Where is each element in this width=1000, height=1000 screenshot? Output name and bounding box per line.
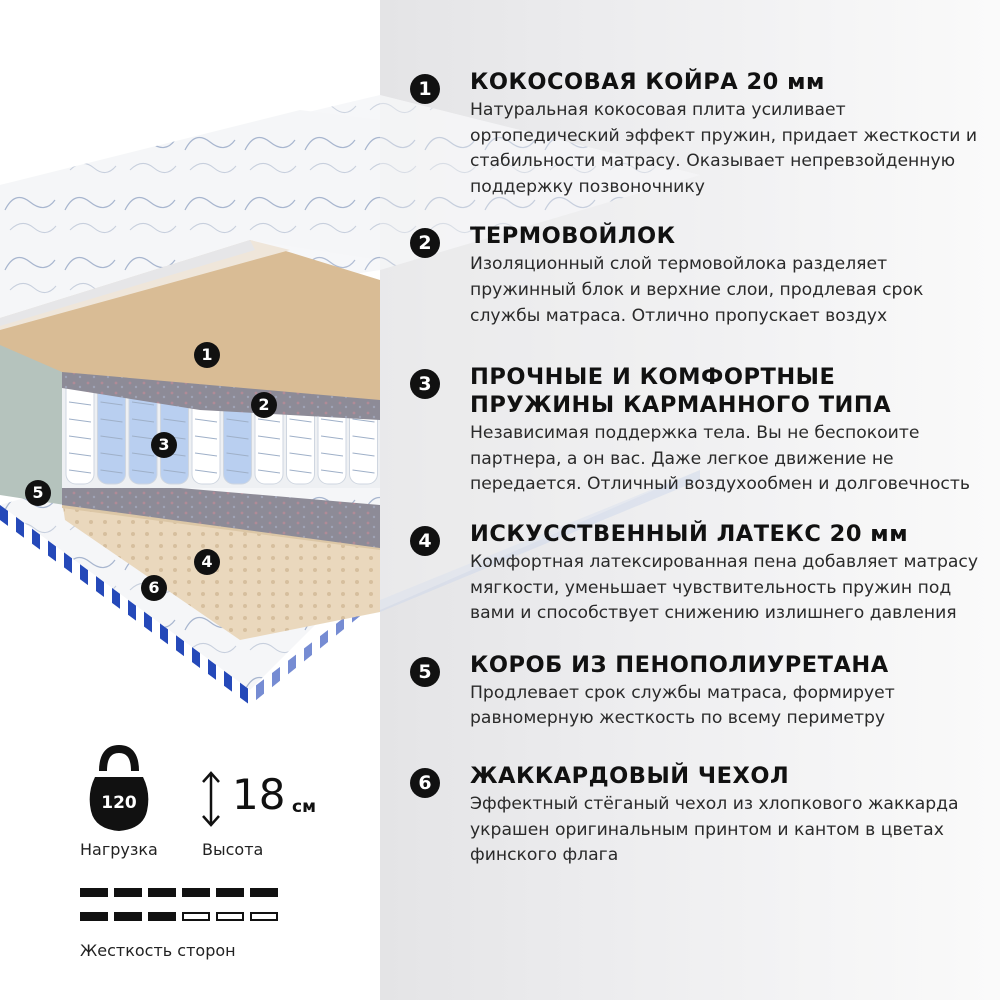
height-arrow-icon xyxy=(200,770,222,828)
feature-title: ПРОЧНЫЕ И КОМФОРТНЫЕ ПРУЖИНЫ КАРМАННОГО ТИПА xyxy=(470,364,892,419)
firmness-cell xyxy=(216,888,244,897)
feature-item-pocket-springs xyxy=(410,363,985,498)
feature-title: КОРОБ ИЗ ПЕНОПОЛИУРЕТАНА xyxy=(470,651,889,678)
firmness-cell xyxy=(182,888,210,897)
firmness-cell xyxy=(250,912,278,921)
feature-description: Продлевает срок службы матраса, формирует равномерную жесткость по всему периметру xyxy=(470,682,895,729)
layer-badge-1: 1 xyxy=(194,342,220,368)
layer-badge-3: 3 xyxy=(151,432,177,458)
load-label: Нагрузка xyxy=(80,840,158,859)
feature-title: ЖАККАРДОВЫЙ ЧЕХОЛ xyxy=(470,762,790,789)
feature-item-coconut-coir xyxy=(410,68,985,200)
firmness-cell xyxy=(114,888,142,897)
feature-title: КОКОСОВАЯ КОЙРА 20 мм xyxy=(470,69,825,95)
feature-item-foam-box xyxy=(410,651,985,732)
layer-badge-6: 6 xyxy=(141,575,167,601)
firmness-scale-top xyxy=(80,888,280,897)
kettlebell-icon xyxy=(83,745,155,833)
height-unit: см xyxy=(292,797,316,817)
feature-description: Натуральная кокосовая плита усиливает ортопедический эффект пружин, придает жесткости и стабильности матрасу. Оказывает непревзойденную поддержку позвоночнику xyxy=(470,100,978,197)
height-value: 18 xyxy=(232,770,286,819)
feature-description: Эффектный стёганый чехол из хлопкового жаккарда украшен оригинальным принтом и кантом в цветах финского флага xyxy=(470,793,959,866)
feature-description: Изоляционный слой термовойлока разделяет пружинный блок и верхние слои, продлевая срок службы матраса. Отлично пропускает воздух xyxy=(470,254,924,326)
feature-title: ИСКУССТВЕННЫЙ ЛАТЕКС 20 мм xyxy=(470,520,909,547)
firmness-scale-bottom xyxy=(80,912,280,921)
feature-number-badge: 1 xyxy=(410,74,440,104)
layer-badge-2: 2 xyxy=(251,392,277,418)
layer-badge-5: 5 xyxy=(25,480,51,506)
feature-description: Комфортная латексированная пена добавляет матрасу мягкости, уменьшает чувствительность пружин под вами и способствует снижению излишнего давления xyxy=(470,551,979,624)
firmness-cell xyxy=(80,888,108,897)
feature-description: Независимая поддержка тела. Вы не беспокоите партнера, а он вас. Даже легкое движение не передается. Отличный воздухообмен и долговечность xyxy=(470,423,970,495)
layer-badge-4: 4 xyxy=(194,549,220,575)
feature-item-jacquard-cover xyxy=(410,762,985,869)
feature-item-latex xyxy=(410,520,985,627)
firmness-cell xyxy=(250,888,278,897)
firmness-cell xyxy=(216,912,244,921)
feature-number-badge: 6 xyxy=(410,768,440,798)
firmness-cell xyxy=(80,912,108,921)
firmness-cell xyxy=(182,912,210,921)
feature-number-badge: 4 xyxy=(410,526,440,556)
firmness-label: Жесткость сторон xyxy=(80,941,236,960)
feature-number-badge: 2 xyxy=(410,228,440,258)
firmness-cell xyxy=(148,888,176,897)
feature-title: ТЕРМОВОЙЛОК xyxy=(470,223,676,250)
feature-number-badge: 5 xyxy=(410,657,440,687)
feature-item-thermofelt xyxy=(410,222,985,329)
firmness-cell xyxy=(148,912,176,921)
feature-number-badge: 3 xyxy=(410,369,440,399)
firmness-cell xyxy=(114,912,142,921)
height-label: Высота xyxy=(202,840,264,859)
feature-list xyxy=(410,68,985,869)
load-value: 120 xyxy=(101,793,137,813)
